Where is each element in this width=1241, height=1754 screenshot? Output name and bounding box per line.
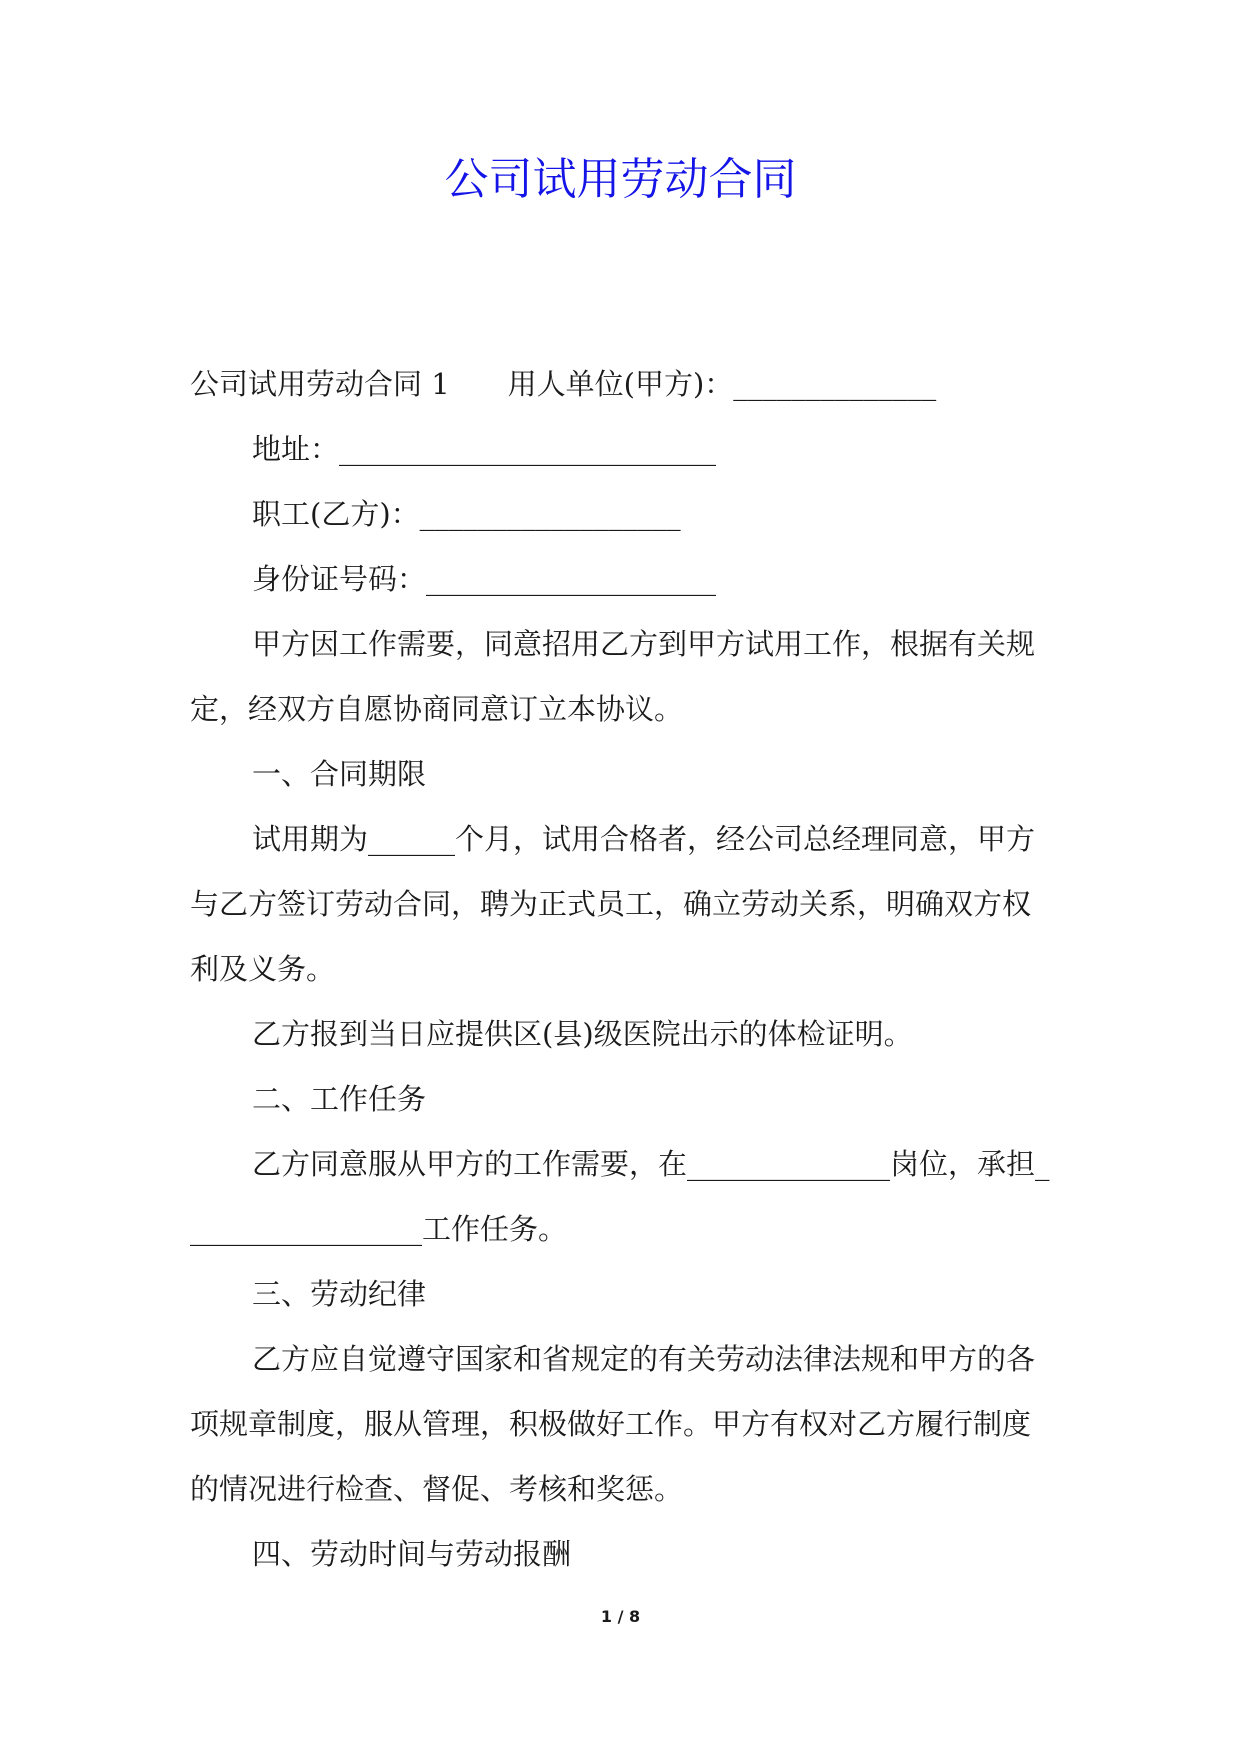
id-number-field: 身份证号码：____________________ — [252, 562, 717, 596]
medical-certificate-paragraph: 乙方报到当日应提供区(县)级医院出示的体检证明。 — [252, 1017, 913, 1051]
section-heading-tasks: 二、工作任务 — [252, 1082, 427, 1116]
document-body — [190, 352, 1054, 1587]
section-heading-discipline: 三、劳动纪律 — [252, 1277, 427, 1311]
contract-header-line: 公司试用劳动合同 1 用人单位(甲方)：______________ — [190, 367, 937, 401]
preamble-paragraph: 甲方因工作需要，同意招用乙方到甲方试用工作，根据有关规定，经双方自愿协商同意订立本协议。 — [190, 627, 1036, 726]
address-field: 地址：__________________________ — [252, 432, 717, 466]
page-indicator: 1 / 8 — [600, 1607, 641, 1626]
section-heading-hours-pay: 四、劳动时间与劳动报酬 — [252, 1537, 572, 1571]
tasks-paragraph: 乙方同意服从甲方的工作需要，在______________岗位，承担_________________工作任务。 — [190, 1147, 1050, 1246]
probation-paragraph: 试用期为______个月，试用合格者，经公司总经理同意，甲方与乙方签订劳动合同，聘为正式员工，确立劳动关系，明确双方权利及义务。 — [190, 822, 1036, 986]
discipline-paragraph: 乙方应自觉遵守国家和省规定的有关劳动法律法规和甲方的各项规章制度，服从管理，积极做好工作。甲方有权对乙方履行制度的情况进行检查、督促、考核和奖惩。 — [190, 1342, 1036, 1506]
section-heading-term: 一、合同期限 — [252, 757, 427, 791]
employee-field: 职工(乙方)：__________________ — [252, 497, 681, 531]
document-title: 公司试用劳动合同 — [444, 154, 797, 205]
